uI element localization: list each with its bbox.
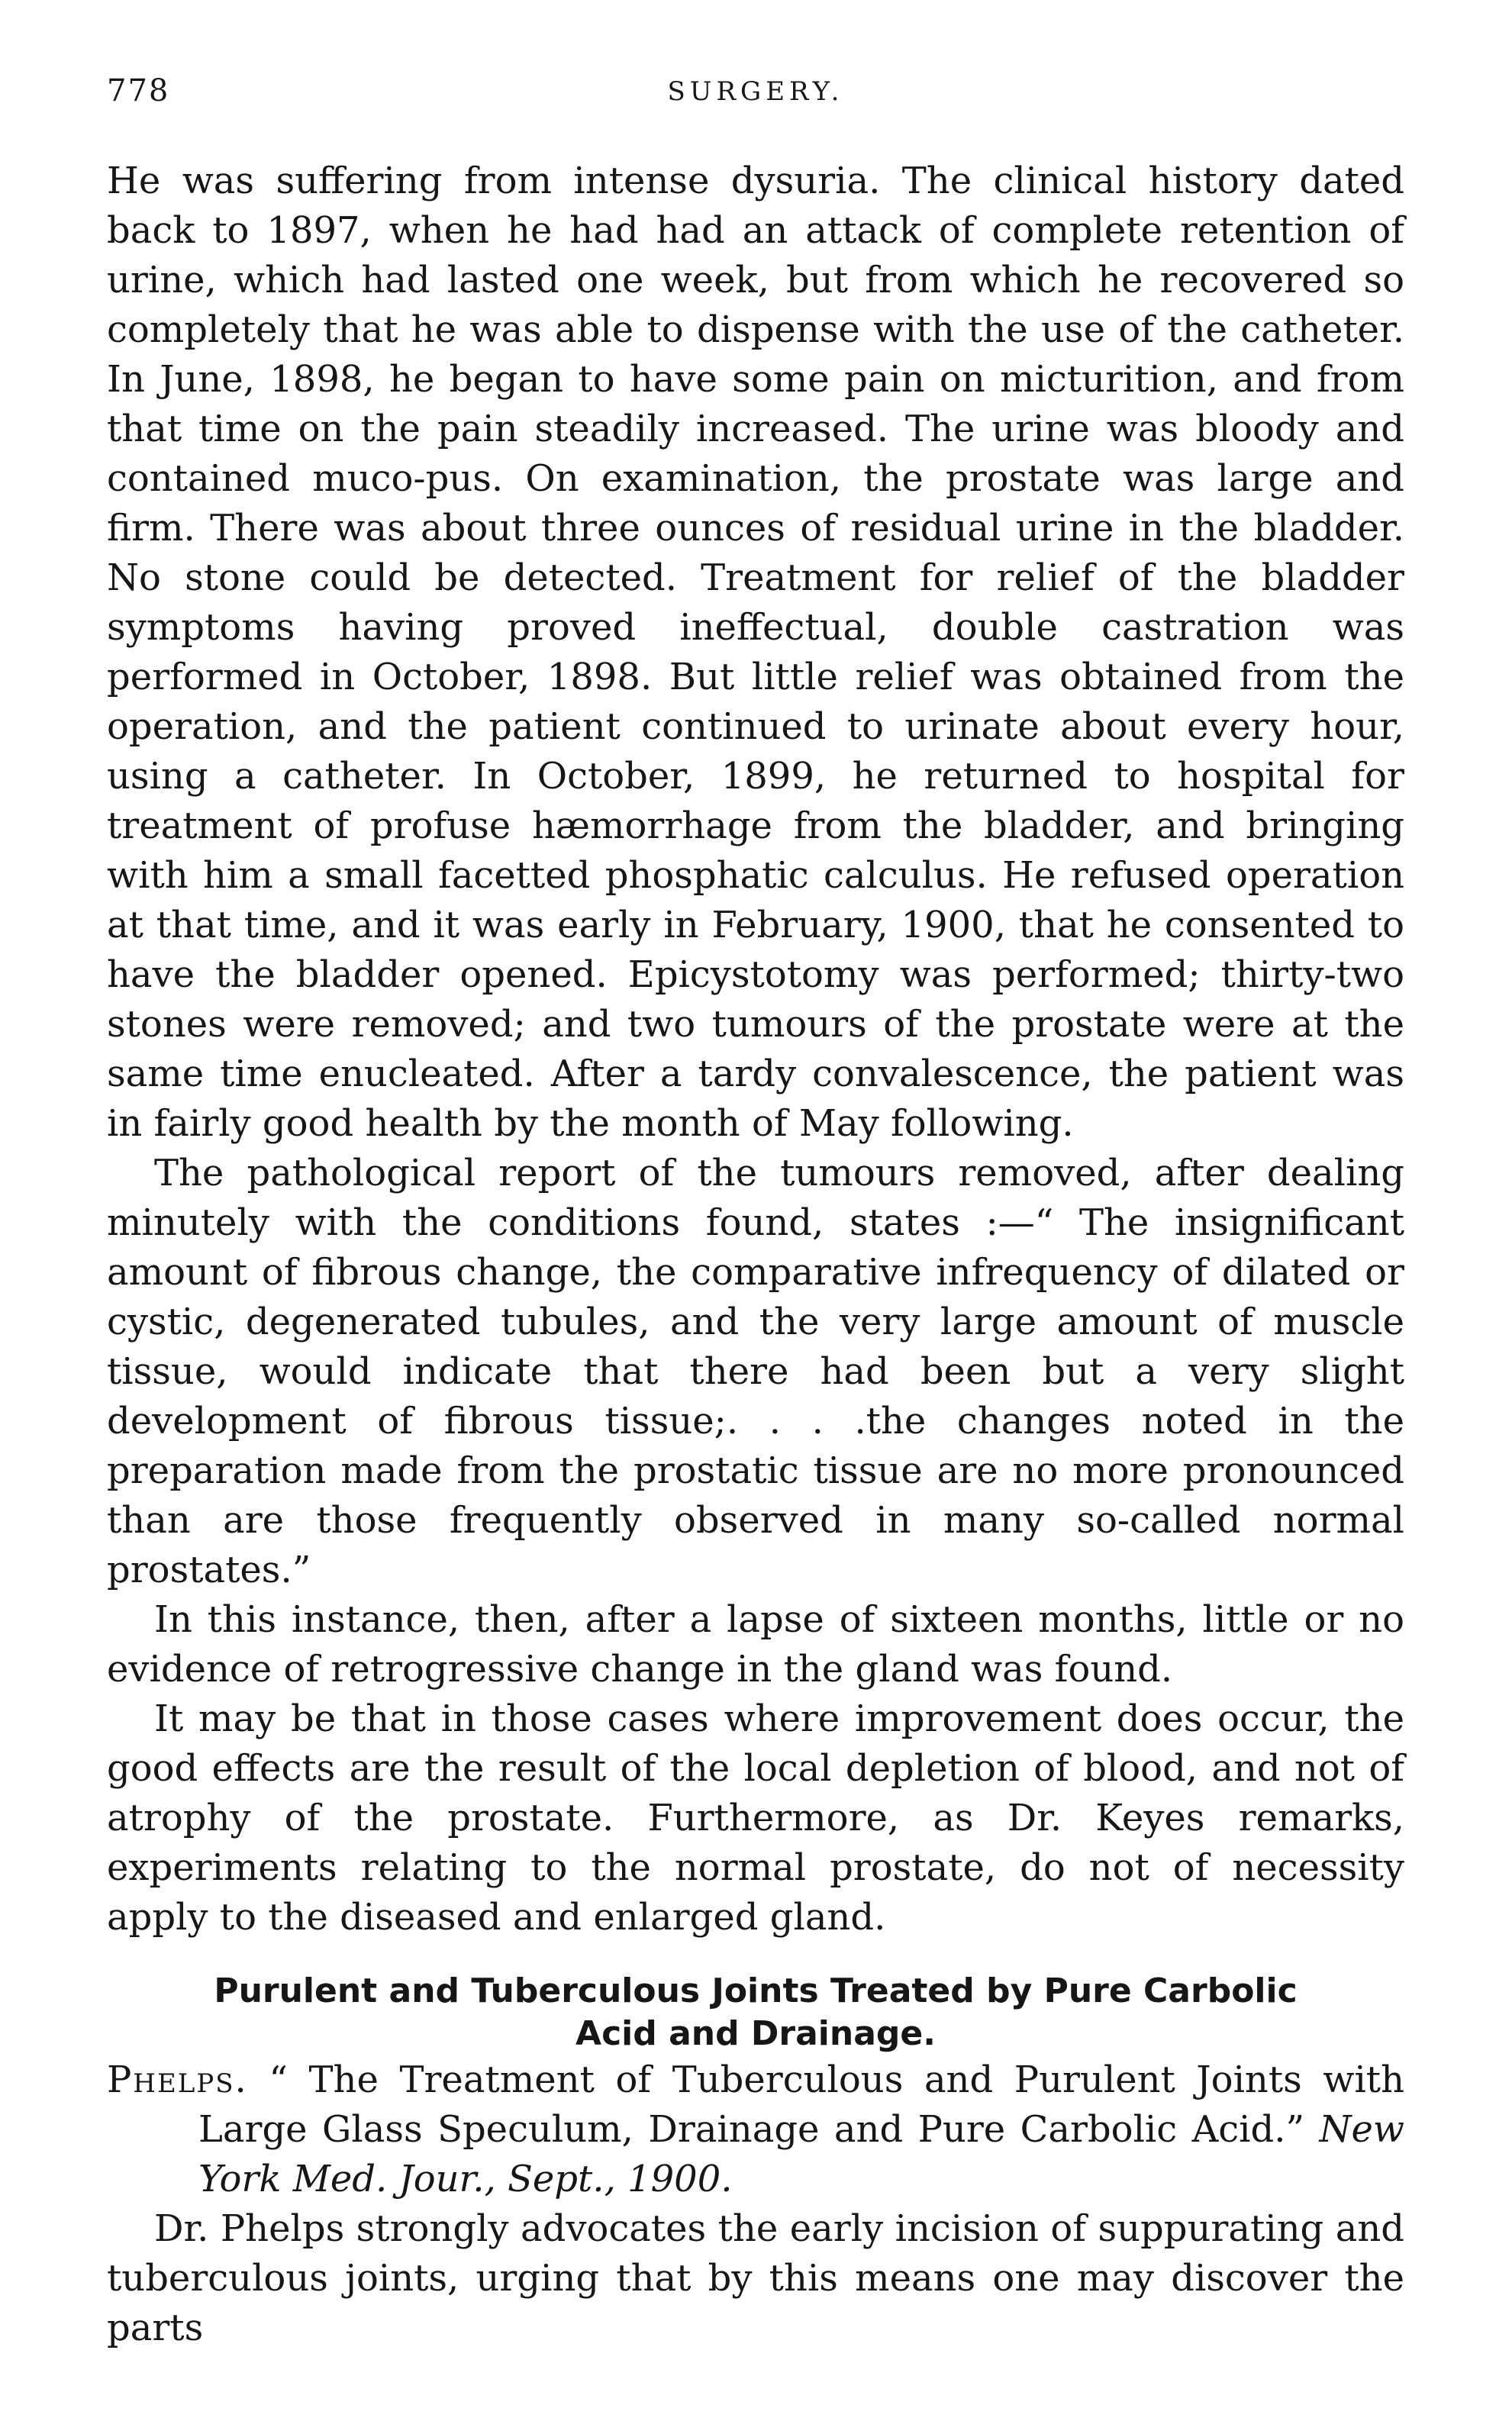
citation [107, 2055, 1404, 2204]
citation-journal: New York Med. Jour., Sept., 1900. [198, 2108, 1404, 2200]
body-text [107, 156, 1404, 2353]
citation-author: Phelps. [107, 2058, 248, 2101]
page-header [107, 73, 1404, 119]
paragraph-improvement: It may be that in those cases where improvement does occur, the good effects are the result of the local depletion of blood, and not of atrophy of the prostate. Furthermore, as Dr. Keyes remarks, experiments relating to the normal prostate, do not of necessity apply to the diseased and enlarged gland. [107, 1697, 1404, 1939]
paragraph-case-history: He was suffering from intense dysuria. The clinical history dated back to 1897, when he had had an attack of complete retention of urine, which had lasted one week, but from which he recovered so completely that he was able to dispense with the use of the catheter. In June, 1898, he began to have some pain on micturition, and from that time on the pain steadily increased. The urine was bloody and contained muco-pus. On examination, the prostate was large and firm. There was about three ounces of residual urine in the bladder. No stone could be detected. Treatment for relief of the bladder symptoms having proved ineffectual, double castration was performed in October, 1898. But little relief was obtained from the operation, and the patient continued to urinate about every hour, using a catheter. In October, 1899, he returned to hospital for treatment of profuse hæmorrhage from the bladder, and bringing with him a small facetted phosphatic calculus. He refused operation at that time, and it was early in February, 1900, that he consented to have the bladder opened. Epicystotomy was performed; thirty-two stones were removed; and two tumours of the prostate were at the same time enucleated. After a tardy convalescence, the patient was in fairly good health by the month of May following. [107, 160, 1404, 1145]
paragraph-instance: In this instance, then, after a lapse of sixteen months, little or no evidence of retrogressive change in the gland was found. [107, 1598, 1404, 1691]
section-heading-line-1: Purulent and Tuberculous Joints Treated by Pure Carbolic [214, 1971, 1298, 2010]
section-heading [107, 1970, 1404, 2055]
paragraph-phelps: Dr. Phelps strongly advocates the early incision of suppurating and tuberculous joints, urging that by this means one may discover the parts [107, 2207, 1404, 2349]
paragraph-pathological-report: The pathological report of the tumours removed, after dealing minutely with the conditions found, states :—“ The insignificant amount of fibrous change, the comparative infrequency of dilated or cystic, degenerated tubules, and the very large amount of muscle tissue, would indicate that there had been but a very slight development of fibrous tissue;. . . .the changes noted in the preparation made from the prostatic tissue are no more pronounced than are those frequently observed in many so-called normal prostates.” [107, 1152, 1404, 1591]
citation-title: “ The Treatment of Tuberculous and Purulent Joints with Large Glass Speculum, Drainage and Pure Carbolic Acid.” [198, 2058, 1404, 2151]
page-number: 778 [107, 73, 170, 108]
section-heading-line-2: Acid and Drainage. [575, 2014, 936, 2053]
running-head: SURGERY. [667, 76, 844, 107]
